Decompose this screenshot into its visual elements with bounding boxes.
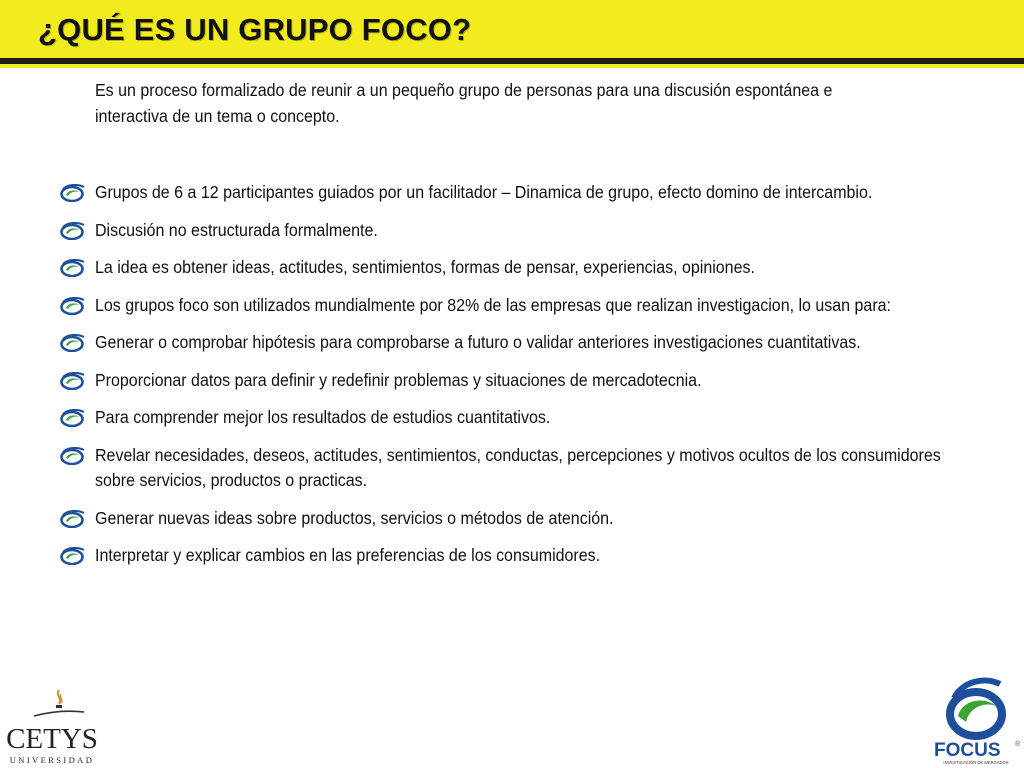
focus-swirl-icon	[60, 547, 86, 565]
slide-title: ¿QUÉ ES UN GRUPO FOCO?	[38, 12, 472, 47]
intro-paragraph: Es un proceso formalizado de reunir a un pequeño grupo de personas para una discusión espontánea e interactiva de un tema o concepto.	[95, 80, 833, 126]
focus-swirl-icon	[60, 372, 86, 390]
focus-swirl-icon	[60, 510, 86, 528]
bullet-text: Grupos de 6 a 12 participantes guiados por un facilitador – Dinamica de grupo, efecto domino de intercambio.	[95, 182, 873, 202]
list-item	[58, 443, 958, 494]
list-item	[58, 405, 958, 431]
bullet-text: La idea es obtener ideas, actitudes, sentimientos, formas de pensar, experiencias, opiniones.	[95, 257, 755, 277]
focus-swirl-icon	[60, 222, 86, 240]
list-item	[58, 506, 958, 532]
bullet-text: Revelar necesidades, deseos, actitudes, sentimientos, conductas, percepciones y motivos ocultos de los consumidores sobre servicios, productos o practicas.	[95, 444, 941, 490]
list-item	[58, 218, 958, 244]
list-item	[58, 180, 958, 206]
list-item	[58, 543, 958, 569]
bullet-list	[58, 180, 958, 581]
title-band-lower	[0, 64, 1024, 68]
focus-logo	[934, 676, 1022, 766]
cetys-logo	[4, 688, 100, 766]
bullet-text: Interpretar y explicar cambios en las preferencias de los consumidores.	[95, 545, 601, 565]
bullet-text: Para comprender mejor los resultados de estudios cuantitativos.	[95, 407, 551, 427]
bullet-text: Los grupos foco son utilizados mundialmente por 82% de las empresas que realizan investigacion, lo usan para:	[95, 294, 892, 315]
focus-swirl-icon	[60, 409, 86, 427]
focus-swirl-icon	[60, 184, 86, 202]
focus-wordmark: FOCUS	[934, 740, 1001, 761]
list-item	[58, 368, 958, 394]
cetys-wordmark: CETYS	[6, 723, 98, 755]
cetys-subtitle: UNIVERSIDAD	[9, 755, 95, 765]
focus-swirl-icon	[60, 297, 86, 315]
list-item	[58, 330, 958, 356]
bullet-text: Generar o comprobar hipótesis para comprobarse a futuro o validar anteriores investigaciones cuantitativas.	[95, 332, 861, 352]
bullet-text: Generar nuevas ideas sobre productos, servicios o métodos de atención.	[95, 507, 614, 528]
focus-swirl-icon	[60, 259, 86, 277]
list-item	[58, 293, 958, 319]
bullet-text: Discusión no estructurada formalmente.	[95, 219, 378, 240]
bullet-text: Proporcionar datos para definir y redefinir problemas y situaciones de mercadotecnia.	[95, 369, 702, 390]
focus-subtitle: INVESTIGACIÓN DE MERCADOS	[943, 760, 1009, 765]
registered-mark: ®	[1015, 741, 1021, 748]
focus-swirl-icon	[60, 447, 86, 465]
focus-swirl-icon	[60, 334, 86, 352]
list-item	[58, 255, 958, 281]
